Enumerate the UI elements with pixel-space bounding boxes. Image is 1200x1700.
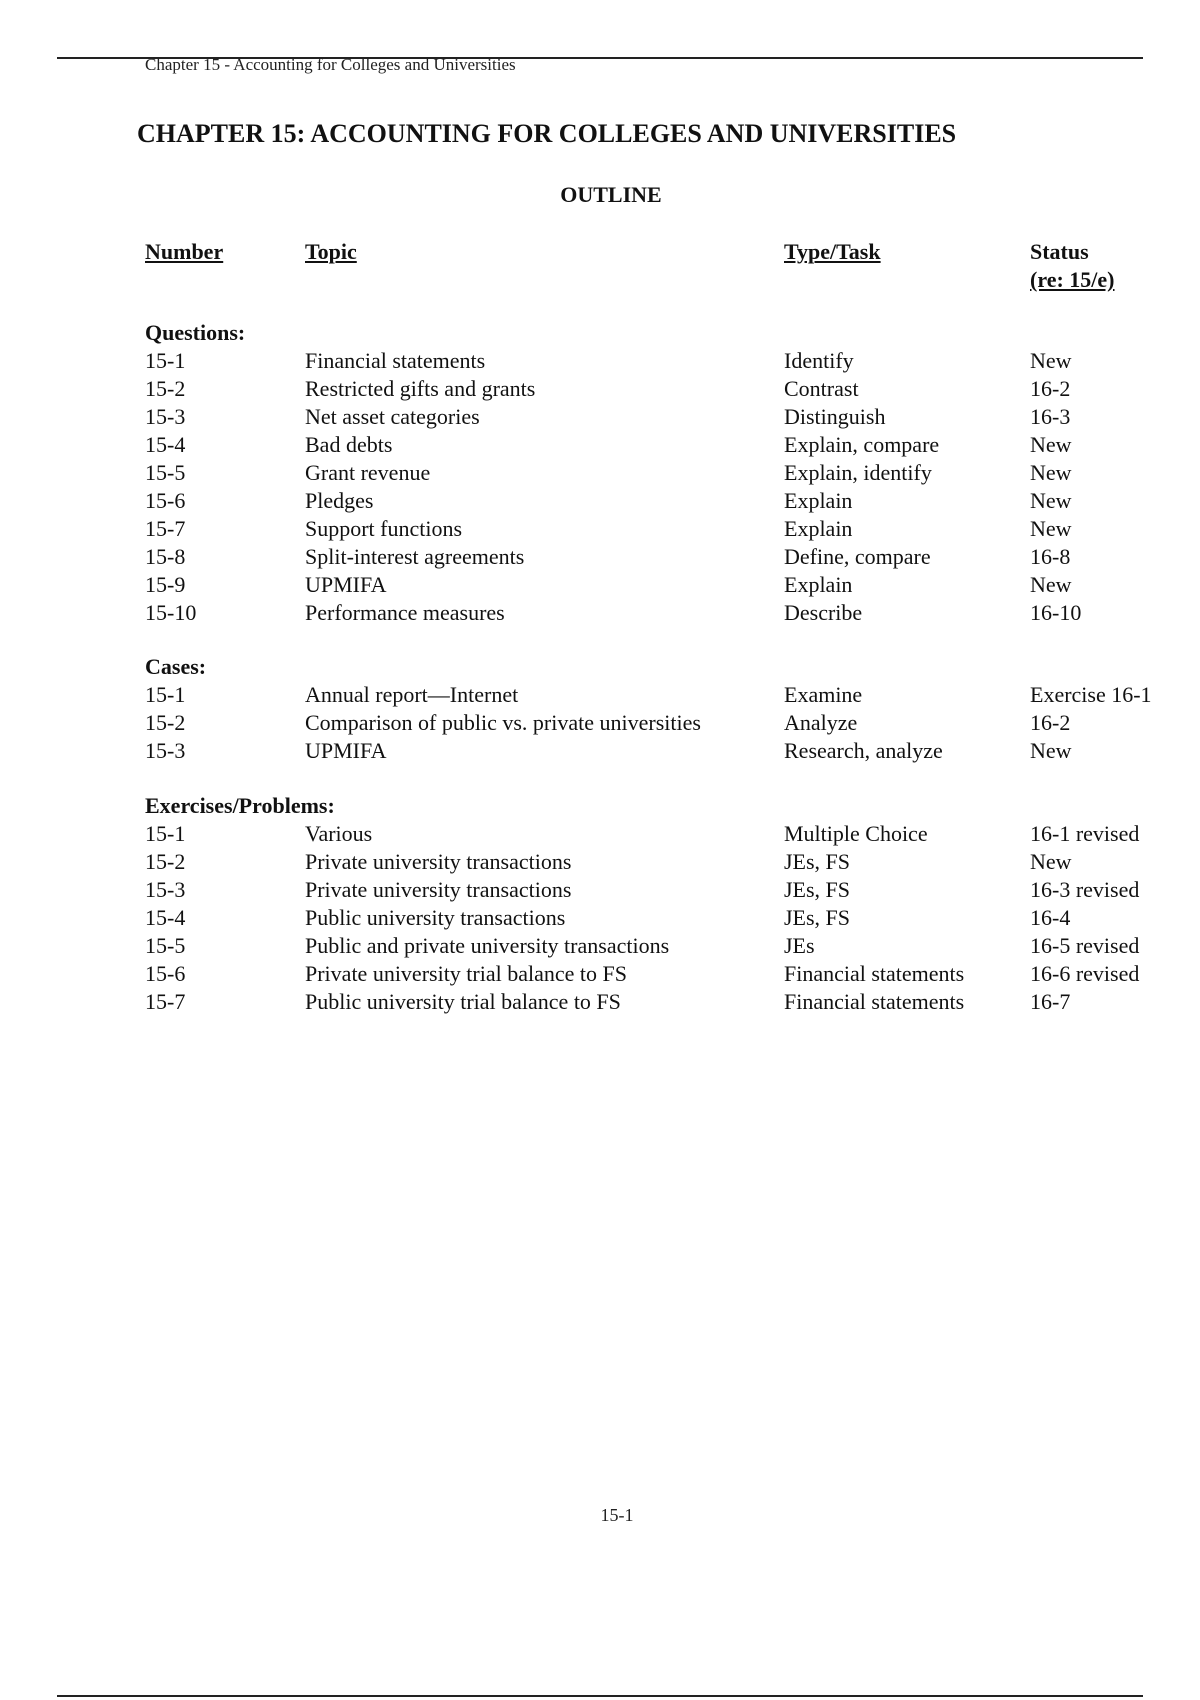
row-number: 15-2 bbox=[145, 849, 186, 874]
row-number: 15-1 bbox=[145, 821, 186, 846]
row-number: 15-2 bbox=[145, 710, 186, 735]
footer-rule bbox=[57, 1695, 1143, 1697]
row-topic: Various bbox=[305, 821, 373, 846]
row-number: 15-1 bbox=[145, 348, 186, 373]
row-status: 16-10 bbox=[1030, 600, 1082, 625]
table-row bbox=[0, 681, 1200, 709]
table-row bbox=[0, 431, 1200, 459]
table-row bbox=[0, 571, 1200, 599]
table-row bbox=[0, 820, 1200, 848]
row-status: New bbox=[1030, 738, 1072, 763]
row-status: 16-4 bbox=[1030, 905, 1071, 930]
row-type-task: Identify bbox=[784, 348, 854, 373]
row-topic: Net asset categories bbox=[305, 404, 480, 429]
table-row bbox=[0, 904, 1200, 932]
table-row bbox=[0, 932, 1200, 960]
table-row bbox=[0, 960, 1200, 988]
row-topic: Public and private university transactions bbox=[305, 933, 670, 958]
row-number: 15-7 bbox=[145, 989, 186, 1014]
row-number: 15-7 bbox=[145, 516, 186, 541]
row-type-task: Explain bbox=[784, 516, 853, 541]
table-row bbox=[0, 876, 1200, 904]
row-type-task: Research, analyze bbox=[784, 738, 943, 763]
column-header-status-sub: (re: 15/e) bbox=[1030, 267, 1115, 292]
row-topic: Private university trial balance to FS bbox=[305, 961, 627, 986]
row-status: New bbox=[1030, 432, 1072, 457]
row-status: 16-3 bbox=[1030, 404, 1071, 429]
row-type-task: JEs, FS bbox=[784, 905, 851, 930]
row-topic: Restricted gifts and grants bbox=[305, 376, 536, 401]
row-status: New bbox=[1030, 572, 1072, 597]
row-number: 15-5 bbox=[145, 933, 186, 958]
column-header-topic: Topic bbox=[305, 239, 357, 264]
row-topic: Annual report—Internet bbox=[305, 682, 519, 707]
row-topic: Grant revenue bbox=[305, 460, 431, 485]
row-topic: Financial statements bbox=[305, 348, 486, 373]
row-status: 16-3 revised bbox=[1030, 877, 1140, 902]
row-type-task: Define, compare bbox=[784, 544, 931, 569]
table-row bbox=[0, 848, 1200, 876]
row-type-task: Examine bbox=[784, 682, 863, 707]
page-number: 15-1 bbox=[600, 1505, 634, 1525]
row-number: 15-8 bbox=[145, 544, 186, 569]
table-row bbox=[0, 599, 1200, 627]
row-type-task: Contrast bbox=[784, 376, 859, 401]
row-type-task: Financial statements bbox=[784, 989, 965, 1014]
row-topic: Performance measures bbox=[305, 600, 505, 625]
row-topic: Comparison of public vs. private universities bbox=[305, 710, 701, 735]
row-number: 15-9 bbox=[145, 572, 186, 597]
row-number: 15-1 bbox=[145, 682, 186, 707]
column-header-type-task: Type/Task bbox=[784, 239, 881, 264]
row-number: 15-4 bbox=[145, 432, 186, 457]
table-row bbox=[0, 543, 1200, 571]
row-status: 16-7 bbox=[1030, 989, 1071, 1014]
row-status: New bbox=[1030, 516, 1072, 541]
table-row bbox=[0, 459, 1200, 487]
table-row bbox=[0, 403, 1200, 431]
row-topic: UPMIFA bbox=[305, 738, 387, 763]
section-label-questions: Questions: bbox=[145, 320, 246, 345]
row-number: 15-3 bbox=[145, 877, 186, 902]
row-type-task: Distinguish bbox=[784, 404, 886, 429]
row-status: New bbox=[1030, 488, 1072, 513]
row-number: 15-4 bbox=[145, 905, 186, 930]
row-status: New bbox=[1030, 849, 1072, 874]
section-label-cases: Cases: bbox=[145, 654, 207, 679]
row-number: 15-5 bbox=[145, 460, 186, 485]
table-row bbox=[0, 375, 1200, 403]
chapter-title: CHAPTER 15: ACCOUNTING FOR COLLEGES AND UNIVERSITIES bbox=[137, 119, 957, 148]
row-number: 15-3 bbox=[145, 404, 186, 429]
column-header-status: Status bbox=[1030, 239, 1089, 264]
row-number: 15-10 bbox=[145, 600, 197, 625]
row-topic: Split-interest agreements bbox=[305, 544, 525, 569]
column-header-row bbox=[0, 238, 1200, 266]
table-row bbox=[0, 515, 1200, 543]
row-type-task: Multiple Choice bbox=[784, 821, 928, 846]
column-header-subrow bbox=[0, 266, 1200, 294]
row-topic: Bad debts bbox=[305, 432, 393, 457]
row-status: Exercise 16-1 bbox=[1030, 682, 1152, 707]
table-row bbox=[0, 709, 1200, 737]
row-topic: Support functions bbox=[305, 516, 463, 541]
row-type-task: Explain bbox=[784, 572, 853, 597]
table-row bbox=[0, 347, 1200, 375]
table-row bbox=[0, 737, 1200, 765]
row-number: 15-2 bbox=[145, 376, 186, 401]
row-status: 16-2 bbox=[1030, 710, 1071, 735]
outline-heading: OUTLINE bbox=[560, 182, 662, 207]
row-topic: Pledges bbox=[305, 488, 374, 513]
row-topic: UPMIFA bbox=[305, 572, 387, 597]
row-type-task: Explain, identify bbox=[784, 460, 932, 485]
row-status: 16-6 revised bbox=[1030, 961, 1140, 986]
row-status: 16-1 revised bbox=[1030, 821, 1140, 846]
row-status: New bbox=[1030, 348, 1072, 373]
row-type-task: JEs bbox=[784, 933, 815, 958]
row-type-task: Explain bbox=[784, 488, 853, 513]
column-header-number: Number bbox=[145, 239, 224, 264]
row-number: 15-6 bbox=[145, 488, 186, 513]
running-header: Chapter 15 - Accounting for Colleges and Universities bbox=[145, 55, 516, 74]
table-row bbox=[0, 988, 1200, 1016]
row-type-task: Describe bbox=[784, 600, 863, 625]
row-status: New bbox=[1030, 460, 1072, 485]
row-status: 16-2 bbox=[1030, 376, 1071, 401]
row-type-task: JEs, FS bbox=[784, 849, 851, 874]
row-status: 16-8 bbox=[1030, 544, 1071, 569]
row-type-task: JEs, FS bbox=[784, 877, 851, 902]
row-topic: Public university transactions bbox=[305, 905, 566, 930]
row-topic: Private university transactions bbox=[305, 849, 572, 874]
row-type-task: Analyze bbox=[784, 710, 858, 735]
row-type-task: Explain, compare bbox=[784, 432, 940, 457]
row-type-task: Financial statements bbox=[784, 961, 965, 986]
row-status: 16-5 revised bbox=[1030, 933, 1140, 958]
row-topic: Private university transactions bbox=[305, 877, 572, 902]
row-number: 15-6 bbox=[145, 961, 186, 986]
row-number: 15-3 bbox=[145, 738, 186, 763]
section-label-exercises: Exercises/Problems: bbox=[145, 793, 335, 818]
table-row bbox=[0, 487, 1200, 515]
row-topic: Public university trial balance to FS bbox=[305, 989, 621, 1014]
